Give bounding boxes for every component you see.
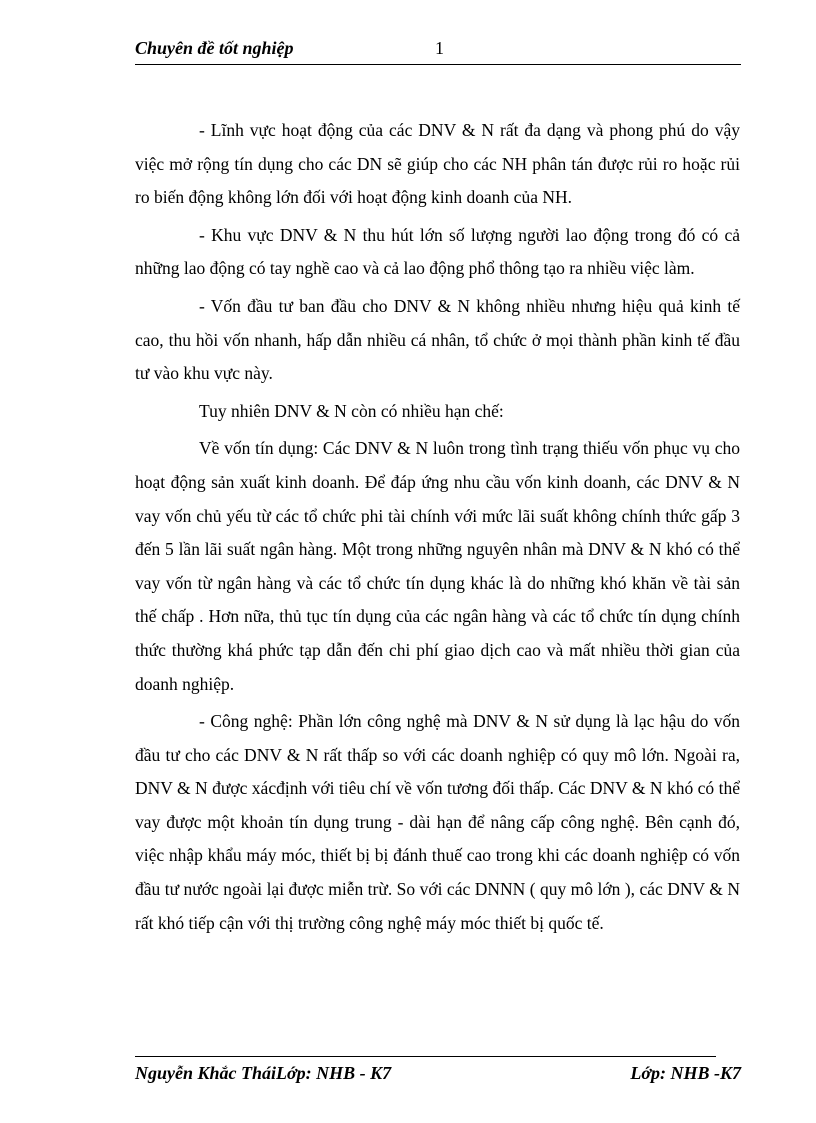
page-header: [135, 38, 741, 65]
paragraph: - Công nghệ: Phần lớn công nghệ mà DNV & N sử dụng là lạc hậu do vốn đầu tư cho các DNV & N rất thấp so với các doanh nghiệp có quy mô lớn. Ngoài ra, DNV & N được xácđịnh với tiêu chí về vốn tương đối thấp. Các DNV & N khó có thể vay được một khoản tín dụng trung - dài hạn để nâng cấp công nghệ. Bên cạnh đó, việc nhập khẩu máy móc, thiết bị bị đánh thuế cao trong khi các doanh nghiệp có vốn đầu tư nước ngoài lại được miễn trừ. So với các DNNN ( quy mô lớn ), các DNV & N rất khó tiếp cận với thị trường công nghệ máy móc thiết bị quốc tế.: [135, 711, 740, 933]
footer-author: Nguyễn Khắc TháiLớp: NHB - K7: [135, 1063, 392, 1083]
header-title: Chuyên đề tốt nghiệp: [135, 38, 294, 58]
page-number: 1: [435, 38, 444, 58]
footer-divider: [135, 1056, 716, 1057]
paragraph: - Vốn đầu tư ban đầu cho DNV & N không nhiều nhưng hiệu quả kinh tế cao, thu hồi vốn nhanh, hấp dẫn nhiều cá nhân, tổ chức ở mọi thành phần kinh tế đầu tư vào khu vực này.: [135, 295, 740, 384]
paragraph: - Lĩnh vực hoạt động của các DNV & N rất đa dạng và phong phú do vậy việc mở rộng tín dụng cho các DN sẽ giúp cho các NH phân tán được rủi ro hoặc rủi ro biến động không lớn đối với hoạt động kinh doanh của NH.: [135, 120, 740, 208]
document-body: [135, 114, 740, 944]
footer-class: Lớp: NHB -K7: [630, 1063, 741, 1083]
paragraph: - Khu vực DNV & N thu hút lớn số lượng người lao động trong đó có cả những lao động có tay nghề cao và cả lao động phổ thông tạo ra nhiều việc làm.: [135, 224, 740, 279]
paragraph: Tuy nhiên DNV & N còn có nhiều hạn chế:: [199, 400, 504, 421]
page-footer: [135, 1063, 741, 1091]
paragraph: Về vốn tín dụng: Các DNV & N luôn trong tình trạng thiếu vốn phục vụ cho hoạt động sản xuất kinh doanh. Để đáp ứng nhu cầu vốn kinh doanh, các DNV & N vay vốn chủ yếu từ các tổ chức phi tài chính với mức lãi suất không chính thức gấp 3 đến 5 lần lãi suất ngân hàng. Một trong những nguyên nhân mà DNV & N khó có thể vay vốn từ ngân hàng và các tổ chức tín dụng khác là do những khó khăn về tài sản thế chấp . Hơn nữa, thủ tục tín dụng của các ngân hàng và các tổ chức tín dụng chính thức thường khá phức tạp dẫn đến chi phí giao dịch cao và mất nhiều thời gian của doanh nghiệp.: [135, 438, 740, 694]
